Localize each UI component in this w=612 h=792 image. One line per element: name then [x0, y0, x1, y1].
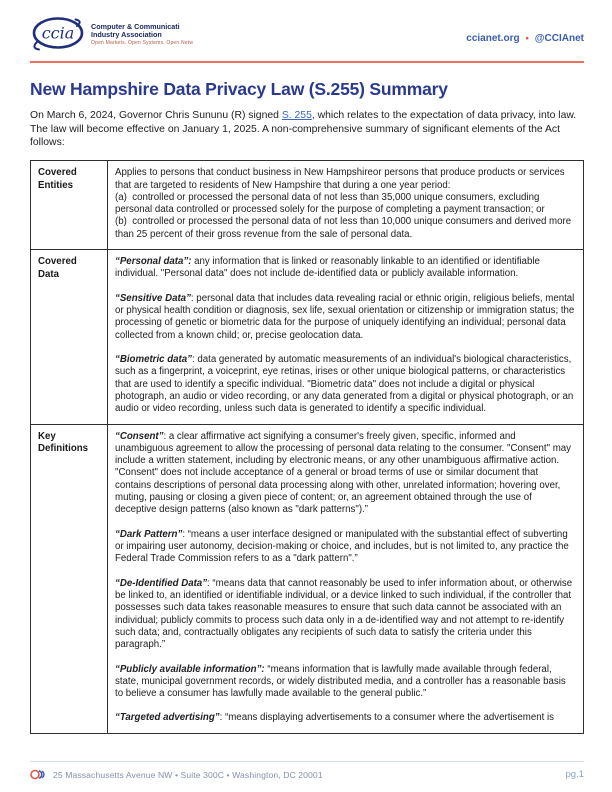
summary-table-body: [31, 161, 584, 734]
row-label: Covered Data: [31, 250, 108, 424]
definition-paragraph: “Biometric data”: data generated by automatic measurements of an individual's biological characteristics, such as a fingerprint, a voiceprint, eye retinas, irises or other unique biological patterns, or characteristics that are used to identify a specific individual. "Biometric data" does not include a digital or physical photograph, an audio or video recording, or any data generated from a digital or physical photograph, or an audio or video recording, unless such data is generated to identify a specific individual.: [115, 353, 574, 415]
s255-bill-link[interactable]: S. 255: [281, 110, 312, 121]
table-row: [31, 161, 584, 250]
table-row: [31, 424, 584, 733]
definition-paragraph: “Personal data”: any information that is linked or reasonably linkable to an identified or identifiable individual. "Personal data" does not include de-identified data or publicly available information.: [115, 256, 540, 280]
row-content: [108, 161, 584, 250]
org-tagline: Open Markets. Open Systems. Open Netw: [91, 40, 194, 47]
definition-term: “Biometric data”: [115, 353, 192, 365]
row-content: [108, 424, 584, 733]
definition-paragraph: (b) controlled or processed the personal data of not less than 10,000 unique consumers and derived more than 25 percent of their gross revenue from the sale of personal data.: [115, 216, 572, 240]
definition-term: “Dark Pattern”: [115, 528, 183, 540]
header-links: [466, 25, 584, 44]
intro-text-before: On March 6, 2024, Governor Chris Sununu (R) signed: [30, 110, 282, 121]
footer-divider: [30, 761, 584, 762]
intro-paragraph: [30, 109, 584, 150]
definition-term: “Consent”: [115, 430, 164, 442]
definition-paragraph: “De-Identified Data”: “means data that cannot reasonably be used to infer information about, or otherwise be linked to, an identified or identifiable individual, or a device linked to such individual, if the controller that possesses such data takes reasonable measures to ensure that such data cannot be associated with an individual; publicly commits to process such data only in a de-identified way and not attempt to re-identify such data; and, contractually obligates any recipients of such data to satisfy the criteria under this paragraph.”: [115, 577, 573, 651]
page-header: [30, 12, 584, 63]
ccia-logo-text: ccia: [41, 23, 75, 43]
separator-dot: •: [525, 33, 529, 43]
row-label: Key Definitions: [31, 424, 108, 733]
org-name-line2: Industry Association: [91, 30, 162, 40]
footer-address: 25 Massachusetts Avenue NW • Suite 300C • Washington, DC 20001: [53, 769, 323, 780]
definition-term: “Personal data”:: [115, 256, 192, 268]
definition-paragraph: “Consent”: a clear affirmative act signifying a consumer's freely given, specific, informed and unambiguous agreement to allow the processing of personal data relating to the consumer. "Consent" may include a written statement, including by electronic means, or any other unambiguous affirmative action. "Consent" does not include acceptance of a general or broad terms of use or similar document that contains descriptions of personal data processing along with other, unrelated information; hovering over, muting, pausing or closing a given piece of content; or, an agreement obtained through the use of deceptive design patterns (also known as "dark patterns").”: [115, 430, 571, 516]
definition-term: “Sensitive Data”: [115, 292, 191, 304]
table-row: [31, 250, 584, 424]
row-label: Covered Entities: [31, 161, 108, 250]
page-number: pg.1: [565, 769, 584, 780]
definition-paragraph: “Targeted advertising”: “means displaying advertisements to a consumer where the advertisement is: [115, 712, 554, 724]
ccia-logo: [30, 13, 193, 55]
definition-term: “De-Identified Data”: [115, 577, 208, 589]
definition-paragraph: “Sensitive Data”: personal data that includes data revealing racial or ethnic origin, religious beliefs, mental or physical health condition or diagnosis, sex life, sexual orientation or citizenship or immigration status; the processing of genetic or biometric data for the purpose of uniquely identifying an individual; personal data collected from a known child; or, precise geolocation data.: [115, 292, 575, 341]
twitter-handle-link[interactable]: @CCIAnet: [534, 32, 584, 44]
header-divider: [30, 61, 584, 63]
definition-term: “Targeted advertising”: [115, 712, 220, 724]
row-content: [108, 250, 584, 424]
page-footer: [30, 761, 584, 780]
ccianet-website-link[interactable]: ccianet.org: [466, 32, 520, 44]
page-title: New Hampshire Data Privacy Law (S.255) Summary: [30, 79, 448, 99]
definition-paragraph: “Publicly available information”: “means information that is lawfully made available through federal, state, municipal government records, or widely distributed media, and a controller has a reasonable basis to believe a consumer has lawfully made available to the general public.”: [115, 663, 566, 700]
definition-paragraph: “Dark Pattern”: “means a user interface designed or manipulated with the substantial effect of subverting or impairing user autonomy, decision-making or choice, and includes, but is not limited to, any practice the Federal Trade Commission refers to as a "dark pattern".”: [115, 528, 569, 565]
definition-paragraph: (a) controlled or processed the personal data of not less than 35,000 unique consumers, excluding personal data controlled or processed solely for the purpose of completing a payment transaction; or: [115, 191, 545, 216]
definition-paragraph: Applies to persons that conduct business in New Hampshireor persons that produce products or services that are targeted to residents of New Hampshire that during a one year period:: [115, 167, 565, 191]
definition-term: “Publicly available information”:: [115, 663, 265, 675]
ccia-logo-wordmark: [91, 21, 193, 47]
summary-table: [30, 160, 584, 734]
org-name-line1: Computer & Communicati: [91, 21, 180, 31]
ccia-footer-mark-icon: [30, 769, 47, 780]
intro-text-after: , which relates to the expectation of data privacy, into law. The law will become effective on January 1, 2025. A non-comprehensive summary of significant elements of the Act follows:: [30, 110, 577, 149]
ccia-logo-icon: [30, 13, 84, 55]
